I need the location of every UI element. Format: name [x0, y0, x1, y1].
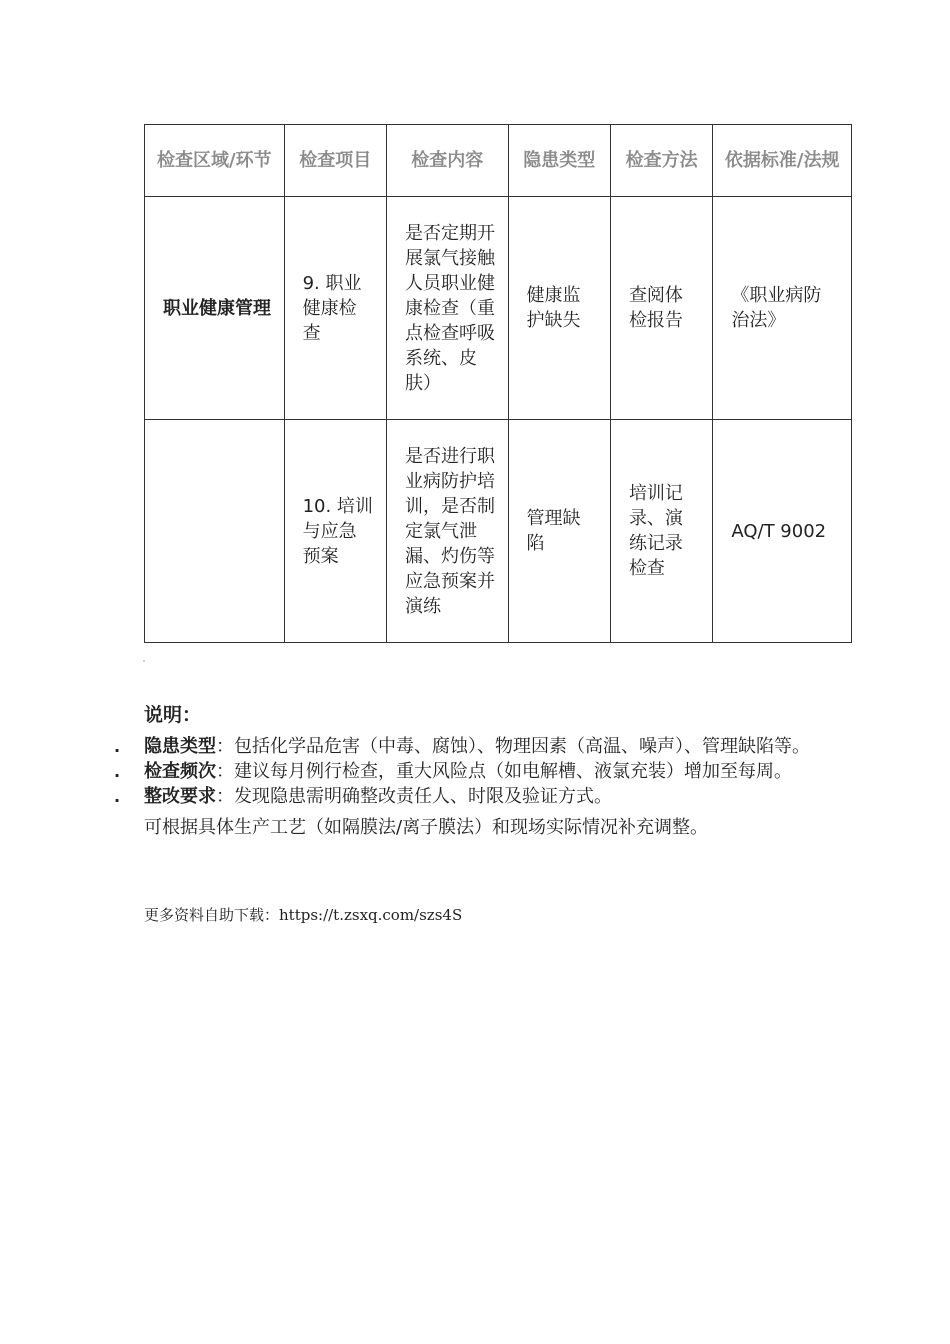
header-standard: 依据标准/法规	[713, 125, 852, 197]
header-area: 检查区域/环节	[145, 125, 285, 197]
note-key: 整改要求	[144, 786, 216, 807]
table-row	[145, 420, 852, 643]
note-text: ：建议每月例行检查，重大风险点（如电解槽、液氯充装）增加至每周。	[216, 761, 792, 782]
cell-item: 10. 培训与应急预案	[284, 420, 386, 643]
header-item: 检查项目	[284, 125, 386, 197]
closing-note: 可根据具体生产工艺（如隔膜法/离子膜法）和现场实际情况补充调整。	[144, 817, 709, 838]
cell-item: 9. 职业健康检查	[284, 197, 386, 420]
bullet-icon: .	[114, 787, 121, 806]
note-text: ：发现隐患需明确整改责任人、时限及验证方式。	[216, 786, 612, 807]
header-method: 检查方法	[610, 125, 712, 197]
cell-hazard: 健康监护缺失	[508, 197, 610, 420]
cell-standard: 《职业病防治法》	[713, 197, 852, 420]
cell-hazard: 管理缺陷	[508, 420, 610, 643]
notes-section	[114, 700, 824, 858]
note-item	[114, 759, 824, 784]
bullet-icon: .	[114, 762, 121, 781]
cell-area: 职业健康管理	[145, 197, 285, 420]
cell-method: 培训记录、演练记录检查	[610, 420, 712, 643]
inspection-table	[144, 124, 852, 643]
download-link-text[interactable]: 更多资料自助下载：https://t.zsxq.com/szs4S	[144, 906, 463, 924]
cell-content: 是否进行职业病防护培训，是否制定氯气泄漏、灼伤等应急预案并演练	[387, 420, 509, 643]
note-item	[114, 784, 824, 809]
cell-area	[145, 420, 285, 643]
separator-dot	[143, 660, 145, 662]
note-key: 隐患类型	[144, 736, 216, 757]
header-hazard-type: 隐患类型	[508, 125, 610, 197]
table-row	[145, 197, 852, 420]
cell-standard: AQ/T 9002	[713, 420, 852, 643]
note-item	[114, 734, 824, 759]
header-content: 检查内容	[387, 125, 509, 197]
bullet-icon: .	[114, 737, 121, 756]
cell-method: 查阅体检报告	[610, 197, 712, 420]
note-text: ：包括化学品危害（中毒、腐蚀）、物理因素（高温、噪声）、管理缺陷等。	[216, 736, 810, 757]
note-key: 检查频次	[144, 761, 216, 782]
notes-title: 说明：	[144, 704, 202, 726]
table-header-row	[145, 125, 852, 197]
cell-content: 是否定期开展氯气接触人员职业健康检查（重点检查呼吸系统、皮肤）	[387, 197, 509, 420]
